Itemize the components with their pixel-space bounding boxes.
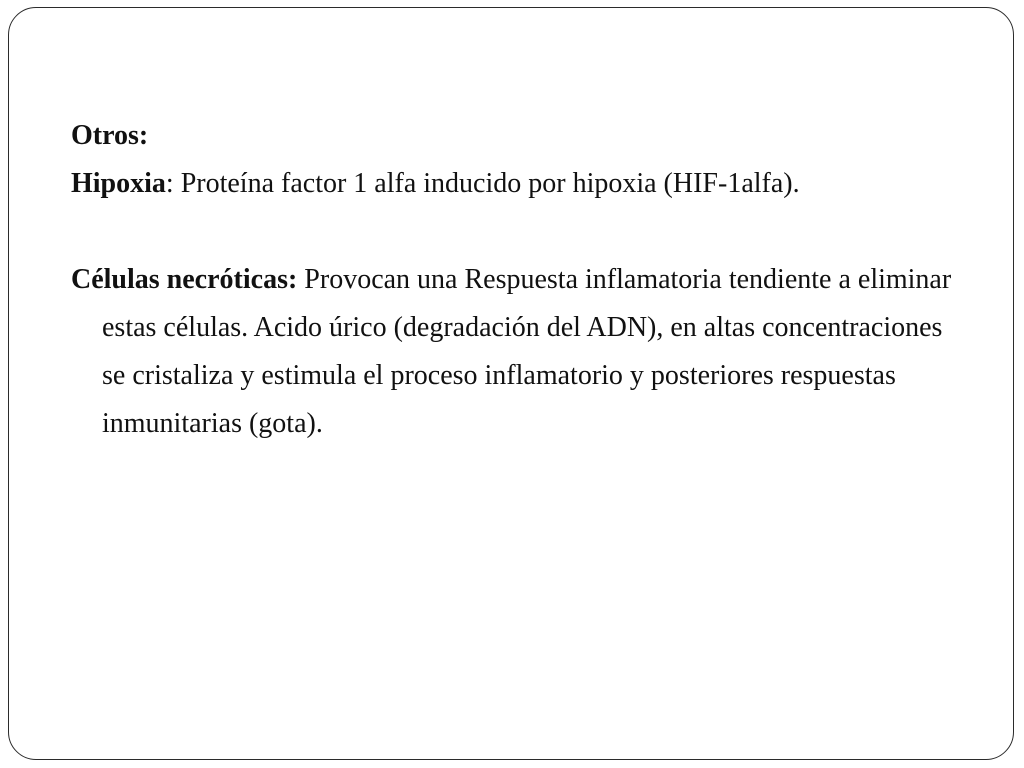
slide-frame bbox=[8, 7, 1014, 760]
term-celulas-necroticas: Células necróticas: bbox=[71, 264, 298, 295]
paragraph-celulas-necroticas bbox=[71, 256, 971, 448]
slide-body bbox=[71, 112, 971, 448]
text-celulas-necroticas: Provocan una Respuesta inflamatoria tendiente a eliminar estas células. Acido úrico (degradación del ADN), en altas concentraciones se cristaliza y estimula el proceso inflamatorio y posteriores respuestas inmunitarias (gota). bbox=[102, 264, 952, 439]
heading-text: Otros: bbox=[71, 120, 149, 151]
heading-otros bbox=[71, 112, 971, 160]
paragraph-hipoxia bbox=[71, 160, 971, 208]
text-hipoxia: : Proteína factor 1 alfa inducido por hipoxia (HIF-1alfa). bbox=[165, 168, 800, 199]
term-hipoxia: Hipoxia bbox=[71, 168, 166, 199]
paragraph-spacer bbox=[71, 208, 971, 256]
